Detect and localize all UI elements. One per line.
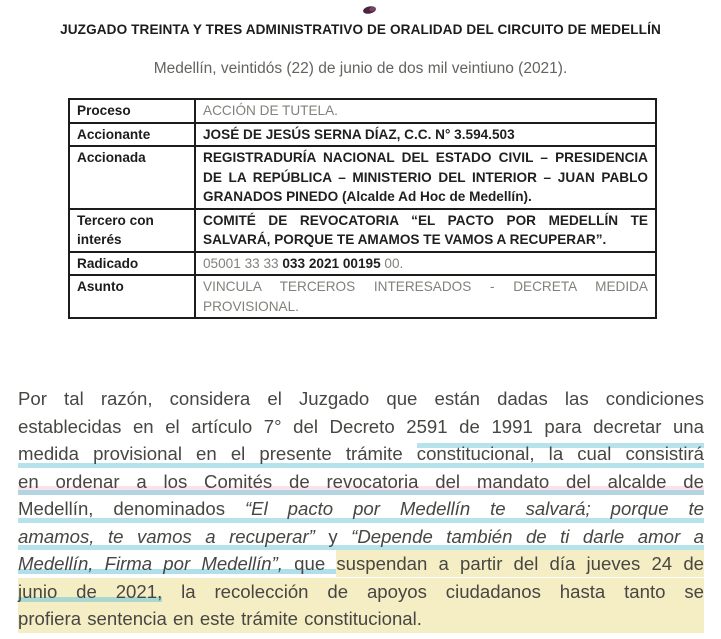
row-value-text: VINCULA TERCEROS INTERESADOS - DECRETA MEDIDA PROVISIONAL. — [203, 279, 648, 314]
table-row-asunto — [69, 275, 656, 318]
quoted-committee-name: “Depende también de ti darle amor a — [351, 525, 704, 547]
row-label: Proceso — [69, 99, 195, 123]
paragraph-line-underlined — [18, 495, 704, 523]
row-label: Tercero con interés — [69, 209, 195, 252]
radicado-prefix: 05001 33 33 — [203, 255, 283, 271]
paragraph-line: Por tal razón, considera el Juzgado que están dadas las condiciones — [18, 388, 704, 409]
marked-text: que — [282, 553, 337, 574]
line-text: medida provisional en el presente trámite — [18, 443, 417, 464]
row-label: Radicado — [69, 252, 195, 276]
quoted-committee-name: Medellín, Firma por Medellín”, — [18, 553, 283, 574]
table-row-proceso — [69, 99, 656, 123]
paragraph-line-highlighted: profiera sentencia en este trámite constitucional. — [18, 605, 704, 633]
paragraph-line-underlined — [18, 440, 704, 468]
paragraph-line-underlined — [18, 523, 704, 551]
row-value: REGISTRADURÍA NACIONAL DEL ESTADO CIVIL – PRESIDENCIA DE LA REPÚBLICA – MINISTERIO DEL INTERIOR – JUAN PABLO GRANADOS PINEDO (Alcalde Ad Hoc de Medellín). — [195, 146, 656, 209]
row-value: COMITÉ DE REVOCATORIA “EL PACTO POR MEDELLÍN TE SALVARÁ, PORQUE TE AMAMOS TE VAMOS A RECUPERAR”. — [195, 209, 656, 252]
row-value — [195, 99, 656, 123]
table-row-tercero — [69, 209, 656, 252]
row-value — [195, 275, 656, 318]
radicado-suffix: 00. — [380, 255, 404, 271]
marked-text: junio de 2021, — [18, 580, 163, 602]
highlighted-text: la recolección de apoyos ciudadanos hasta tanto se — [162, 580, 704, 602]
table-row-accionada — [69, 146, 656, 209]
line-text: Medellín, denominados — [18, 498, 245, 519]
row-value — [195, 252, 656, 276]
table-row-accionante — [69, 123, 656, 147]
paragraph-line-highlighted — [18, 578, 704, 606]
row-value: JOSÉ DE JESÚS SERNA DÍAZ, C.C. N° 3.594.503 — [195, 123, 656, 147]
table-row-radicado — [69, 252, 656, 276]
paragraph-line-underlined: en ordenar a los Comités de revocatoria del mandato del alcalde de — [18, 468, 704, 496]
line-text: y — [314, 525, 352, 547]
row-label: Accionada — [69, 146, 195, 209]
date-line: Medellín, veintidós (22) de junio de dos mil veintiuno (2021). — [153, 60, 568, 77]
court-title: JUZGADO TREINTA Y TRES ADMINISTRATIVO DE ORALIDAD DEL CIRCUITO DE MEDELLÍN — [60, 22, 661, 37]
row-label: Accionante — [69, 123, 195, 147]
paragraph-line — [18, 550, 704, 578]
ruling-paragraph — [18, 385, 704, 633]
row-value-text: ACCIÓN DE TUTELA. — [203, 103, 338, 118]
radicado-number: 033 2021 00195 — [282, 255, 381, 271]
paragraph-line: establecidas en el artículo 7° del Decreto 2591 de 1991 para decretar una — [18, 415, 704, 437]
highlighted-text: suspendan a partir del día jueves 24 de — [336, 550, 704, 577]
quoted-committee-name: “El pacto por Medellín te salvará; porque te — [244, 498, 704, 519]
case-info-table — [68, 98, 657, 319]
marked-text: constitucional, la cual consistirá — [416, 443, 704, 464]
ink-mark-icon — [361, 5, 378, 15]
row-label: Asunto — [69, 275, 195, 318]
quoted-committee-name: amamos, te vamos a recuperar” — [18, 525, 315, 547]
